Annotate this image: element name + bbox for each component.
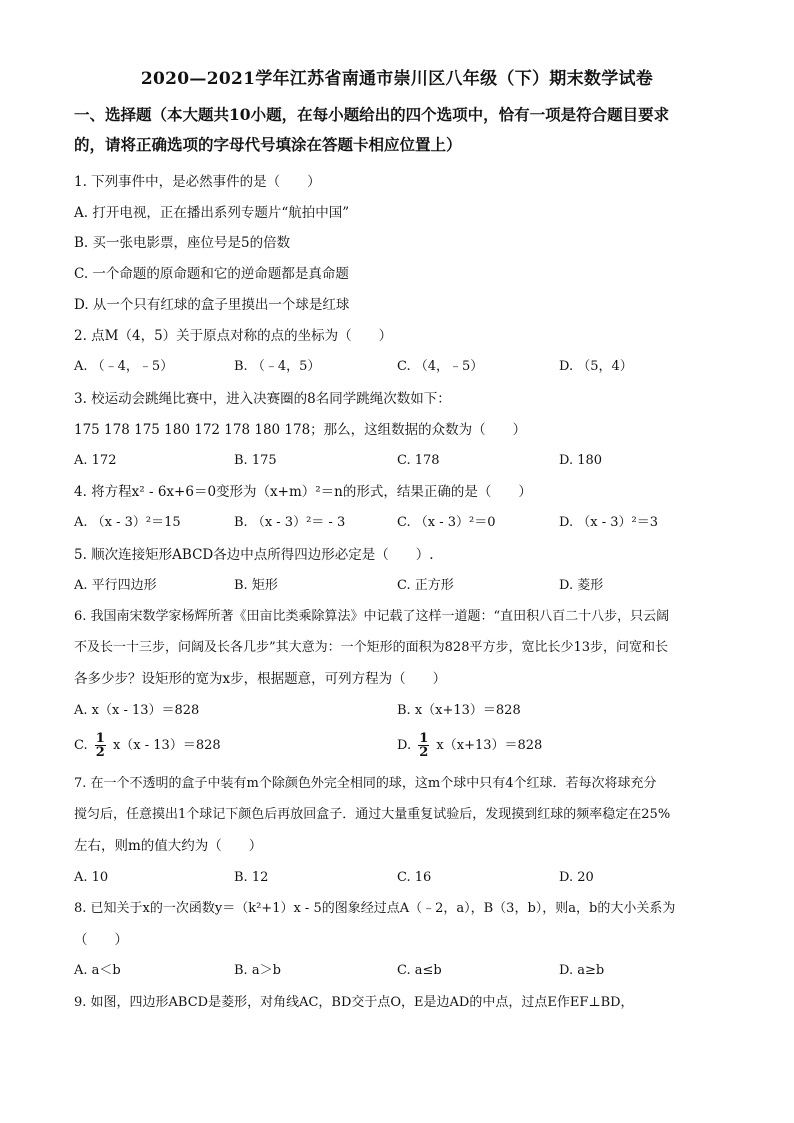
q7-option-a: A. 10 (74, 870, 109, 885)
q1-option-d: D. 从一个只有红球的盒子里摸出一个球是红球 (74, 297, 350, 313)
q9-stem-line1: 9. 如图，四边形ABCD是菱形，对角线AC，BD交于点O，E是边AD的中点，过点E作EF⊥BD， (74, 995, 634, 1010)
q8-stem-line2: （ ） (74, 932, 128, 948)
q8-option-c: C. a≤b (397, 963, 442, 978)
section-heading-line1: 一、选择题（本大题共10小题，在每小题给出的四个选项中，恰有一项是符合题目要求 (74, 105, 670, 124)
q4-option-b: B. （x - 3）²＝ - 3 (234, 515, 346, 530)
q3-option-c: C. 178 (397, 453, 440, 468)
fraction-denominator: 2 (95, 745, 105, 760)
q6-option-b: B. x（x+13）＝828 (397, 703, 521, 718)
q6-option-d-expression: x（x+13）＝828 (436, 738, 543, 753)
q8-option-a: A. a＜b (74, 963, 121, 978)
fraction-one-half (95, 732, 106, 759)
q6-option-d-label: D. (397, 738, 412, 753)
q7-stem-line2: 搅匀后，任意摸出1个球记下颜色后再放回盒子．通过大量重复试验后，发现摸到红球的频率稳定在25% (74, 807, 671, 822)
q4-stem: 4. 将方程x² - 6x+6＝0变形为（x+m）²＝n的形式，结果正确的是（ ） (74, 484, 532, 500)
q7-option-d: D. 20 (559, 870, 594, 885)
q7-option-c: C. 16 (397, 870, 432, 885)
q5-stem: 5. 顺次连接矩形ABCD各边中点所得四边形必定是（ ）. (74, 547, 434, 563)
q5-option-b: B. 矩形 (234, 578, 278, 593)
q6-option-c-label: C. (74, 738, 88, 753)
q7-stem-line1: 7. 在一个不透明的盒子中装有m个除颜色外完全相同的球，这m个球中只有4个红球．若每次将球充分 (74, 776, 657, 791)
q7-stem-line3: 左右，则m的值大约为（ ） (74, 838, 263, 854)
q2-option-c: C. （4，﹣5） (397, 359, 484, 374)
q7-option-b: B. 12 (234, 870, 269, 885)
q6-stem-line3: 各多少步？设矩形的宽为x步，根据题意，可列方程为（ ） (74, 671, 447, 687)
q5-option-d: D. 菱形 (559, 578, 604, 593)
q6-option-a: A. x（x - 13）＝828 (74, 703, 200, 718)
q2-option-d: D. （5，4） (559, 359, 633, 374)
q6-stem-line2: 不及长一十三步，问阔及长各几步”其大意为：一个矩形的面积为828平方步，宽比长少13步，问宽和长 (74, 640, 669, 655)
q2-option-a: A. （﹣4，﹣5） (74, 359, 174, 374)
q2-stem: 2. 点M（4，5）关于原点对称的点的坐标为（ ） (74, 328, 393, 344)
exam-title: 2020—2021学年江苏省南通市崇川区八年级（下）期末数学试卷 (140, 69, 654, 89)
fraction-numerator: 1 (419, 731, 429, 746)
fraction-one-half (418, 732, 429, 759)
section-heading-line2: 的，请将正确选项的字母代号填涂在答题卡相应位置上） (74, 135, 462, 154)
q2-option-b: B. （﹣4，5） (234, 359, 321, 374)
q6-option-c-expression: x（x - 13）＝828 (112, 738, 221, 753)
q6-stem-line1: 6. 我国南宋数学家杨辉所著《田亩比类乘除算法》中记载了这样一道题：“直田积八百二十八步，只云阔 (74, 609, 670, 624)
q4-option-c: C. （x - 3）²＝0 (397, 515, 496, 530)
q8-option-b: B. a＞b (234, 963, 281, 978)
fraction-denominator: 2 (419, 745, 429, 760)
q3-stem-line2: 175 178 175 180 172 178 180 178；那么，这组数据的众数为（ ） (74, 422, 527, 438)
q5-option-a: A. 平行四边形 (74, 578, 157, 593)
q6-option-d (397, 730, 542, 762)
q3-option-a: A. 172 (74, 453, 117, 468)
q4-option-a: A. （x - 3）²＝15 (74, 515, 181, 530)
q6-option-c (74, 730, 221, 762)
q1-option-a: A. 打开电视，正在播出系列专题片“航拍中国” (74, 205, 350, 221)
fraction-numerator: 1 (95, 731, 105, 746)
q3-option-b: B. 175 (234, 453, 277, 468)
q3-stem-line1: 3. 校运动会跳绳比赛中，进入决赛圈的8名同学跳绳次数如下： (74, 391, 451, 407)
q1-stem: 1. 下列事件中，是必然事件的是（ ） (74, 174, 321, 190)
q1-option-c: C. 一个命题的原命题和它的逆命题都是真命题 (74, 266, 349, 282)
q4-option-d: D. （x - 3）²＝3 (559, 515, 658, 530)
q1-option-b: B. 买一张电影票，座位号是5的倍数 (74, 235, 291, 251)
q8-option-d: D. a≥b (559, 963, 605, 978)
q5-option-c: C. 正方形 (397, 578, 454, 593)
q3-option-d: D. 180 (559, 453, 603, 468)
q8-stem-line1: 8. 已知关于x的一次函数y＝（k²+1）x - 5的图象经过点A（﹣2，a），B（3，b），则a，b的大小关系为 (74, 901, 676, 916)
